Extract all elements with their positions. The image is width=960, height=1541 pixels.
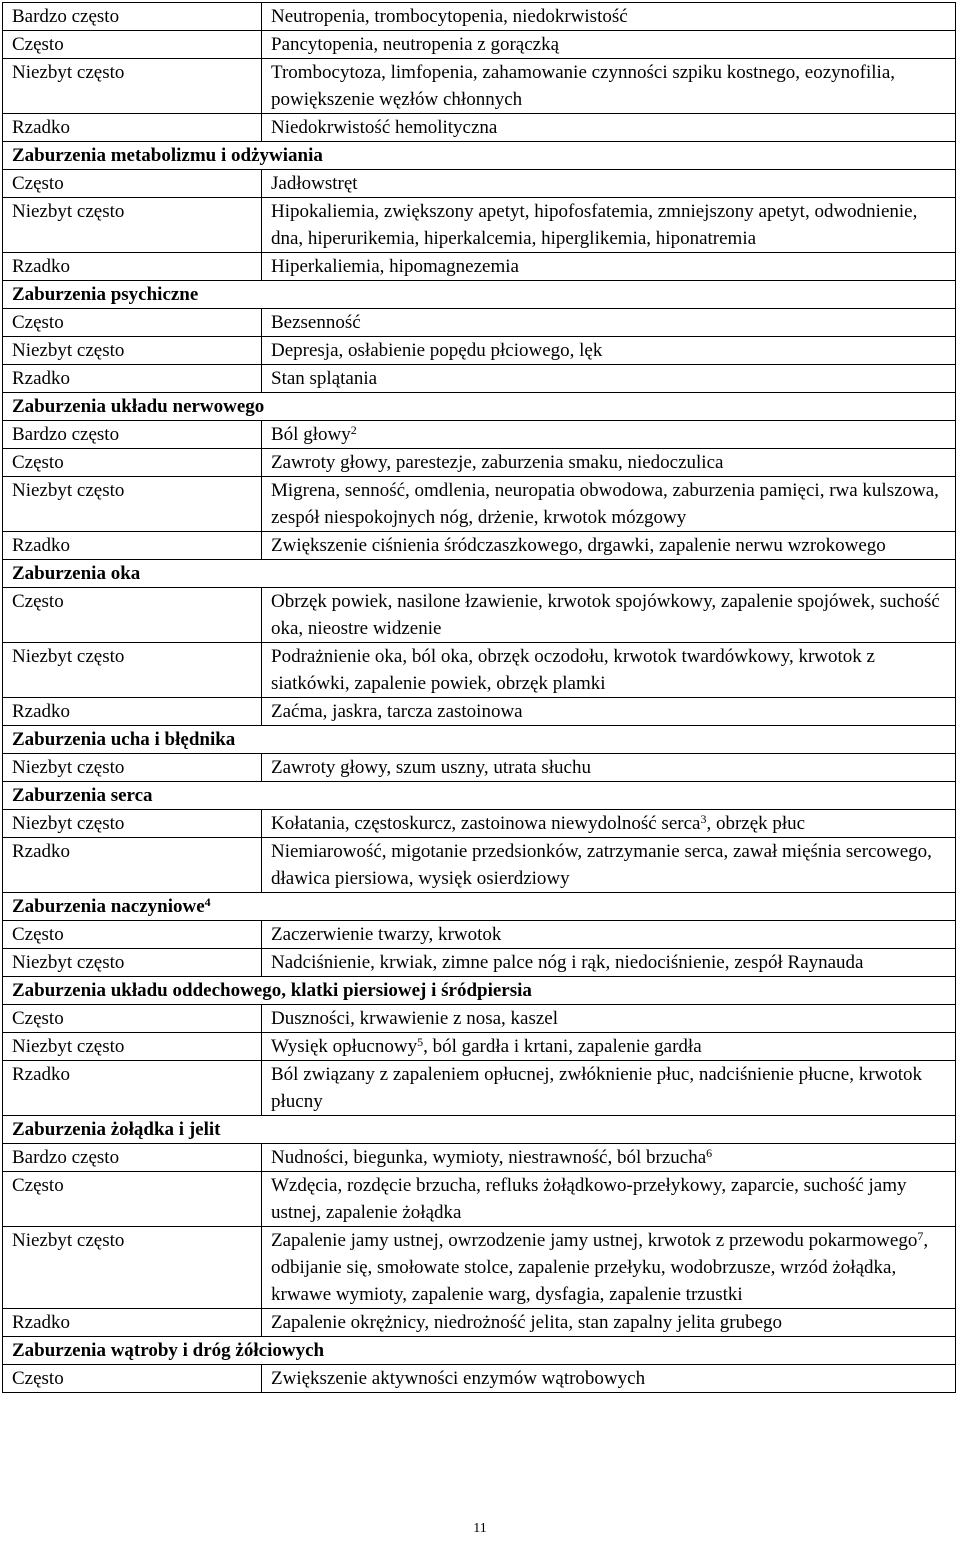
reactions-text: Hipokaliemia, zwiększony apetyt, hipofosfatemia, zmniejszony apetyt, odwodnienie, dna, hiperurikemia, hiperkalcemia, hiperglikemia, hiponatremia bbox=[271, 201, 918, 249]
reactions-cell bbox=[262, 59, 956, 114]
reactions-cell bbox=[262, 309, 956, 337]
reactions-text: Niedokrwistość hemolityczna bbox=[271, 117, 498, 138]
frequency-cell: Niezbyt często bbox=[3, 643, 262, 698]
reactions-text: Kołatania, częstoskurcz, zastoinowa niewydolność serca bbox=[271, 813, 701, 834]
section-title-text: Zaburzenia oka bbox=[12, 563, 141, 584]
reactions-text-continued: , ból gardła i krtani, zapalenie gardła bbox=[423, 1036, 702, 1057]
reactions-cell bbox=[262, 170, 956, 198]
frequency-cell: Rzadko bbox=[3, 253, 262, 281]
reactions-text: Zaczerwienie twarzy, krwotok bbox=[271, 924, 502, 945]
table-row bbox=[3, 1227, 956, 1309]
frequency-cell: Niezbyt często bbox=[3, 337, 262, 365]
reactions-text: Niemiarowość, migotanie przedsionków, zatrzymanie serca, zawał mięśnia sercowego, dławica piersiowa, wysięk osierdziowy bbox=[271, 841, 932, 889]
reactions-text: Depresja, osłabienie popędu płciowego, lęk bbox=[271, 340, 603, 361]
reactions-cell bbox=[262, 1005, 956, 1033]
reactions-cell bbox=[262, 1061, 956, 1116]
frequency-cell: Niezbyt często bbox=[3, 59, 262, 114]
frequency-cell: Rzadko bbox=[3, 698, 262, 726]
section-title-text: Zaburzenia wątroby i dróg żółciowych bbox=[12, 1340, 325, 1361]
section-title bbox=[3, 977, 956, 1005]
adverse-reactions-table bbox=[2, 2, 956, 1393]
section-title bbox=[3, 782, 956, 810]
reactions-cell bbox=[262, 810, 956, 838]
section-header-row bbox=[3, 726, 956, 754]
reactions-text: Zapalenie okrężnicy, niedrożność jelita, stan zapalny jelita grubego bbox=[271, 1312, 783, 1333]
section-header-row bbox=[3, 782, 956, 810]
page-number: 11 bbox=[473, 1521, 487, 1536]
table-row bbox=[3, 198, 956, 253]
table-row bbox=[3, 921, 956, 949]
table-row bbox=[3, 114, 956, 142]
table-row bbox=[3, 588, 956, 643]
section-header-row bbox=[3, 1116, 956, 1144]
reactions-text: Zawroty głowy, szum uszny, utrata słuchu bbox=[271, 757, 591, 778]
reactions-text: Wysięk opłucnowy bbox=[271, 1036, 418, 1057]
frequency-cell: Rzadko bbox=[3, 1309, 262, 1337]
reactions-text: Zapalenie jamy ustnej, owrzodzenie jamy ustnej, krwotok z przewodu pokarmowego bbox=[271, 1230, 918, 1251]
frequency-cell: Niezbyt często bbox=[3, 949, 262, 977]
section-title bbox=[3, 1337, 956, 1365]
footnote-marker: 6 bbox=[706, 1145, 713, 1160]
reactions-cell bbox=[262, 1144, 956, 1172]
reactions-cell bbox=[262, 754, 956, 782]
table-body bbox=[3, 3, 956, 1393]
reactions-cell bbox=[262, 365, 956, 393]
frequency-cell: Często bbox=[3, 1172, 262, 1227]
reactions-cell bbox=[262, 477, 956, 532]
section-title bbox=[3, 1116, 956, 1144]
table-row bbox=[3, 838, 956, 893]
reactions-cell bbox=[262, 838, 956, 893]
table-row bbox=[3, 949, 956, 977]
frequency-cell: Niezbyt często bbox=[3, 1033, 262, 1061]
document-page bbox=[2, 2, 956, 1393]
reactions-cell bbox=[262, 449, 956, 477]
section-title bbox=[3, 281, 956, 309]
footnote-marker: 2 bbox=[350, 422, 357, 437]
reactions-cell bbox=[262, 114, 956, 142]
reactions-text: Nudności, biegunka, wymioty, niestrawność, ból brzucha bbox=[271, 1147, 707, 1168]
section-title-text: Zaburzenia układu nerwowego bbox=[12, 396, 265, 417]
reactions-cell bbox=[262, 253, 956, 281]
reactions-text: Podrażnienie oka, ból oka, obrzęk oczodołu, krwotok twardówkowy, krwotok z siatkówki, zapalenie powiek, obrzęk plamki bbox=[271, 646, 875, 694]
reactions-cell bbox=[262, 3, 956, 31]
section-title-text: Zaburzenia układu oddechowego, klatki piersiowej i śródpiersia bbox=[12, 980, 532, 1001]
reactions-cell bbox=[262, 643, 956, 698]
section-header-row bbox=[3, 142, 956, 170]
reactions-cell bbox=[262, 1365, 956, 1393]
footnote-marker: 7 bbox=[917, 1228, 924, 1243]
frequency-cell: Niezbyt często bbox=[3, 810, 262, 838]
frequency-cell: Często bbox=[3, 309, 262, 337]
reactions-cell bbox=[262, 921, 956, 949]
section-header-row bbox=[3, 1337, 956, 1365]
table-row bbox=[3, 643, 956, 698]
reactions-text: Trombocytoza, limfopenia, zahamowanie czynności szpiku kostnego, eozynofilia, powiększenie węzłów chłonnych bbox=[271, 62, 896, 110]
reactions-text: Zwiększenie ciśnienia śródczaszkowego, drgawki, zapalenie nerwu wzrokowego bbox=[271, 535, 886, 556]
section-title-text: Zaburzenia serca bbox=[12, 785, 153, 806]
footnote-marker: 3 bbox=[700, 811, 707, 826]
reactions-text: Zwiększenie aktywności enzymów wątrobowych bbox=[271, 1368, 646, 1389]
reactions-cell bbox=[262, 1172, 956, 1227]
footnote-marker: 4 bbox=[204, 894, 211, 909]
table-row bbox=[3, 1061, 956, 1116]
reactions-cell bbox=[262, 588, 956, 643]
section-title-text: Zaburzenia psychiczne bbox=[12, 284, 199, 305]
reactions-text: Jadłowstręt bbox=[271, 173, 358, 194]
frequency-cell: Bardzo często bbox=[3, 421, 262, 449]
reactions-cell bbox=[262, 949, 956, 977]
section-title-text: Zaburzenia ucha i błędnika bbox=[12, 729, 236, 750]
frequency-cell: Niezbyt często bbox=[3, 198, 262, 253]
reactions-text: Ból głowy bbox=[271, 424, 351, 445]
reactions-text: Zaćma, jaskra, tarcza zastoinowa bbox=[271, 701, 523, 722]
table-row bbox=[3, 698, 956, 726]
table-row bbox=[3, 421, 956, 449]
frequency-cell: Rzadko bbox=[3, 532, 262, 560]
table-row bbox=[3, 449, 956, 477]
reactions-text-continued: , obrzęk płuc bbox=[706, 813, 806, 834]
table-row bbox=[3, 365, 956, 393]
frequency-cell: Często bbox=[3, 170, 262, 198]
reactions-text: Duszności, krwawienie z nosa, kaszel bbox=[271, 1008, 559, 1029]
reactions-text: Obrzęk powiek, nasilone łzawienie, krwotok spojówkowy, zapalenie spojówek, suchość oka, nieostre widzenie bbox=[271, 591, 940, 639]
frequency-cell: Często bbox=[3, 449, 262, 477]
table-row bbox=[3, 1365, 956, 1393]
section-title-text: Zaburzenia żołądka i jelit bbox=[12, 1119, 221, 1140]
section-header-row bbox=[3, 893, 956, 921]
table-row bbox=[3, 59, 956, 114]
frequency-cell: Rzadko bbox=[3, 838, 262, 893]
section-title-text: Zaburzenia metabolizmu i odżywiania bbox=[12, 145, 323, 166]
section-header-row bbox=[3, 977, 956, 1005]
reactions-cell bbox=[262, 1227, 956, 1309]
reactions-text: Wzdęcia, rozdęcie brzucha, refluks żołądkowo-przełykowy, zaparcie, suchość jamy ustnej, zapalenie żołądka bbox=[271, 1175, 907, 1223]
table-row bbox=[3, 477, 956, 532]
table-row bbox=[3, 1033, 956, 1061]
reactions-text: Nadciśnienie, krwiak, zimne palce nóg i rąk, niedociśnienie, zespół Raynauda bbox=[271, 952, 864, 973]
frequency-cell: Rzadko bbox=[3, 365, 262, 393]
section-header-row bbox=[3, 560, 956, 588]
section-title bbox=[3, 393, 956, 421]
reactions-cell bbox=[262, 198, 956, 253]
section-title bbox=[3, 560, 956, 588]
reactions-text: Pancytopenia, neutropenia z gorączką bbox=[271, 34, 560, 55]
reactions-text: Bezsenność bbox=[271, 312, 361, 333]
section-title-text: Zaburzenia naczyniowe bbox=[12, 896, 205, 917]
table-row bbox=[3, 337, 956, 365]
section-header-row bbox=[3, 393, 956, 421]
section-title bbox=[3, 893, 956, 921]
reactions-text: Zawroty głowy, parestezje, zaburzenia smaku, niedoczulica bbox=[271, 452, 724, 473]
reactions-text: Ból związany z zapaleniem opłucnej, zwłóknienie płuc, nadciśnienie płucne, krwotok płucny bbox=[271, 1064, 923, 1112]
section-header-row bbox=[3, 281, 956, 309]
table-row bbox=[3, 1144, 956, 1172]
table-row bbox=[3, 810, 956, 838]
reactions-text-continued: , odbijanie się, smołowate stolce, zapalenie przełyku, wodobrzusze, wrzód żołądka, krwawe wymioty, zapalenie warg, dysfagia, zapalenie trzustki bbox=[271, 1230, 929, 1305]
frequency-cell: Bardzo często bbox=[3, 3, 262, 31]
table-row bbox=[3, 3, 956, 31]
frequency-cell: Często bbox=[3, 1005, 262, 1033]
frequency-cell: Rzadko bbox=[3, 1061, 262, 1116]
section-title bbox=[3, 142, 956, 170]
reactions-cell bbox=[262, 31, 956, 59]
reactions-cell bbox=[262, 698, 956, 726]
footnote-marker: 5 bbox=[417, 1034, 424, 1049]
table-row bbox=[3, 31, 956, 59]
frequency-cell: Niezbyt często bbox=[3, 754, 262, 782]
reactions-cell bbox=[262, 1309, 956, 1337]
table-row bbox=[3, 170, 956, 198]
frequency-cell: Często bbox=[3, 31, 262, 59]
table-row bbox=[3, 253, 956, 281]
table-row bbox=[3, 309, 956, 337]
reactions-cell bbox=[262, 532, 956, 560]
frequency-cell: Rzadko bbox=[3, 114, 262, 142]
section-title bbox=[3, 726, 956, 754]
table-row bbox=[3, 1172, 956, 1227]
frequency-cell: Często bbox=[3, 1365, 262, 1393]
reactions-text: Neutropenia, trombocytopenia, niedokrwistość bbox=[271, 6, 628, 27]
reactions-cell bbox=[262, 1033, 956, 1061]
reactions-cell bbox=[262, 337, 956, 365]
frequency-cell: Niezbyt często bbox=[3, 477, 262, 532]
frequency-cell: Często bbox=[3, 921, 262, 949]
reactions-text: Hiperkaliemia, hipomagnezemia bbox=[271, 256, 519, 277]
reactions-cell bbox=[262, 421, 956, 449]
table-row bbox=[3, 532, 956, 560]
reactions-text: Stan splątania bbox=[271, 368, 378, 389]
table-row bbox=[3, 1005, 956, 1033]
frequency-cell: Często bbox=[3, 588, 262, 643]
frequency-cell: Bardzo często bbox=[3, 1144, 262, 1172]
table-row bbox=[3, 754, 956, 782]
reactions-text: Migrena, senność, omdlenia, neuropatia obwodowa, zaburzenia pamięci, rwa kulszowa, zespół niespokojnych nóg, drżenie, krwotok mózgowy bbox=[271, 480, 939, 528]
frequency-cell: Niezbyt często bbox=[3, 1227, 262, 1309]
table-row bbox=[3, 1309, 956, 1337]
